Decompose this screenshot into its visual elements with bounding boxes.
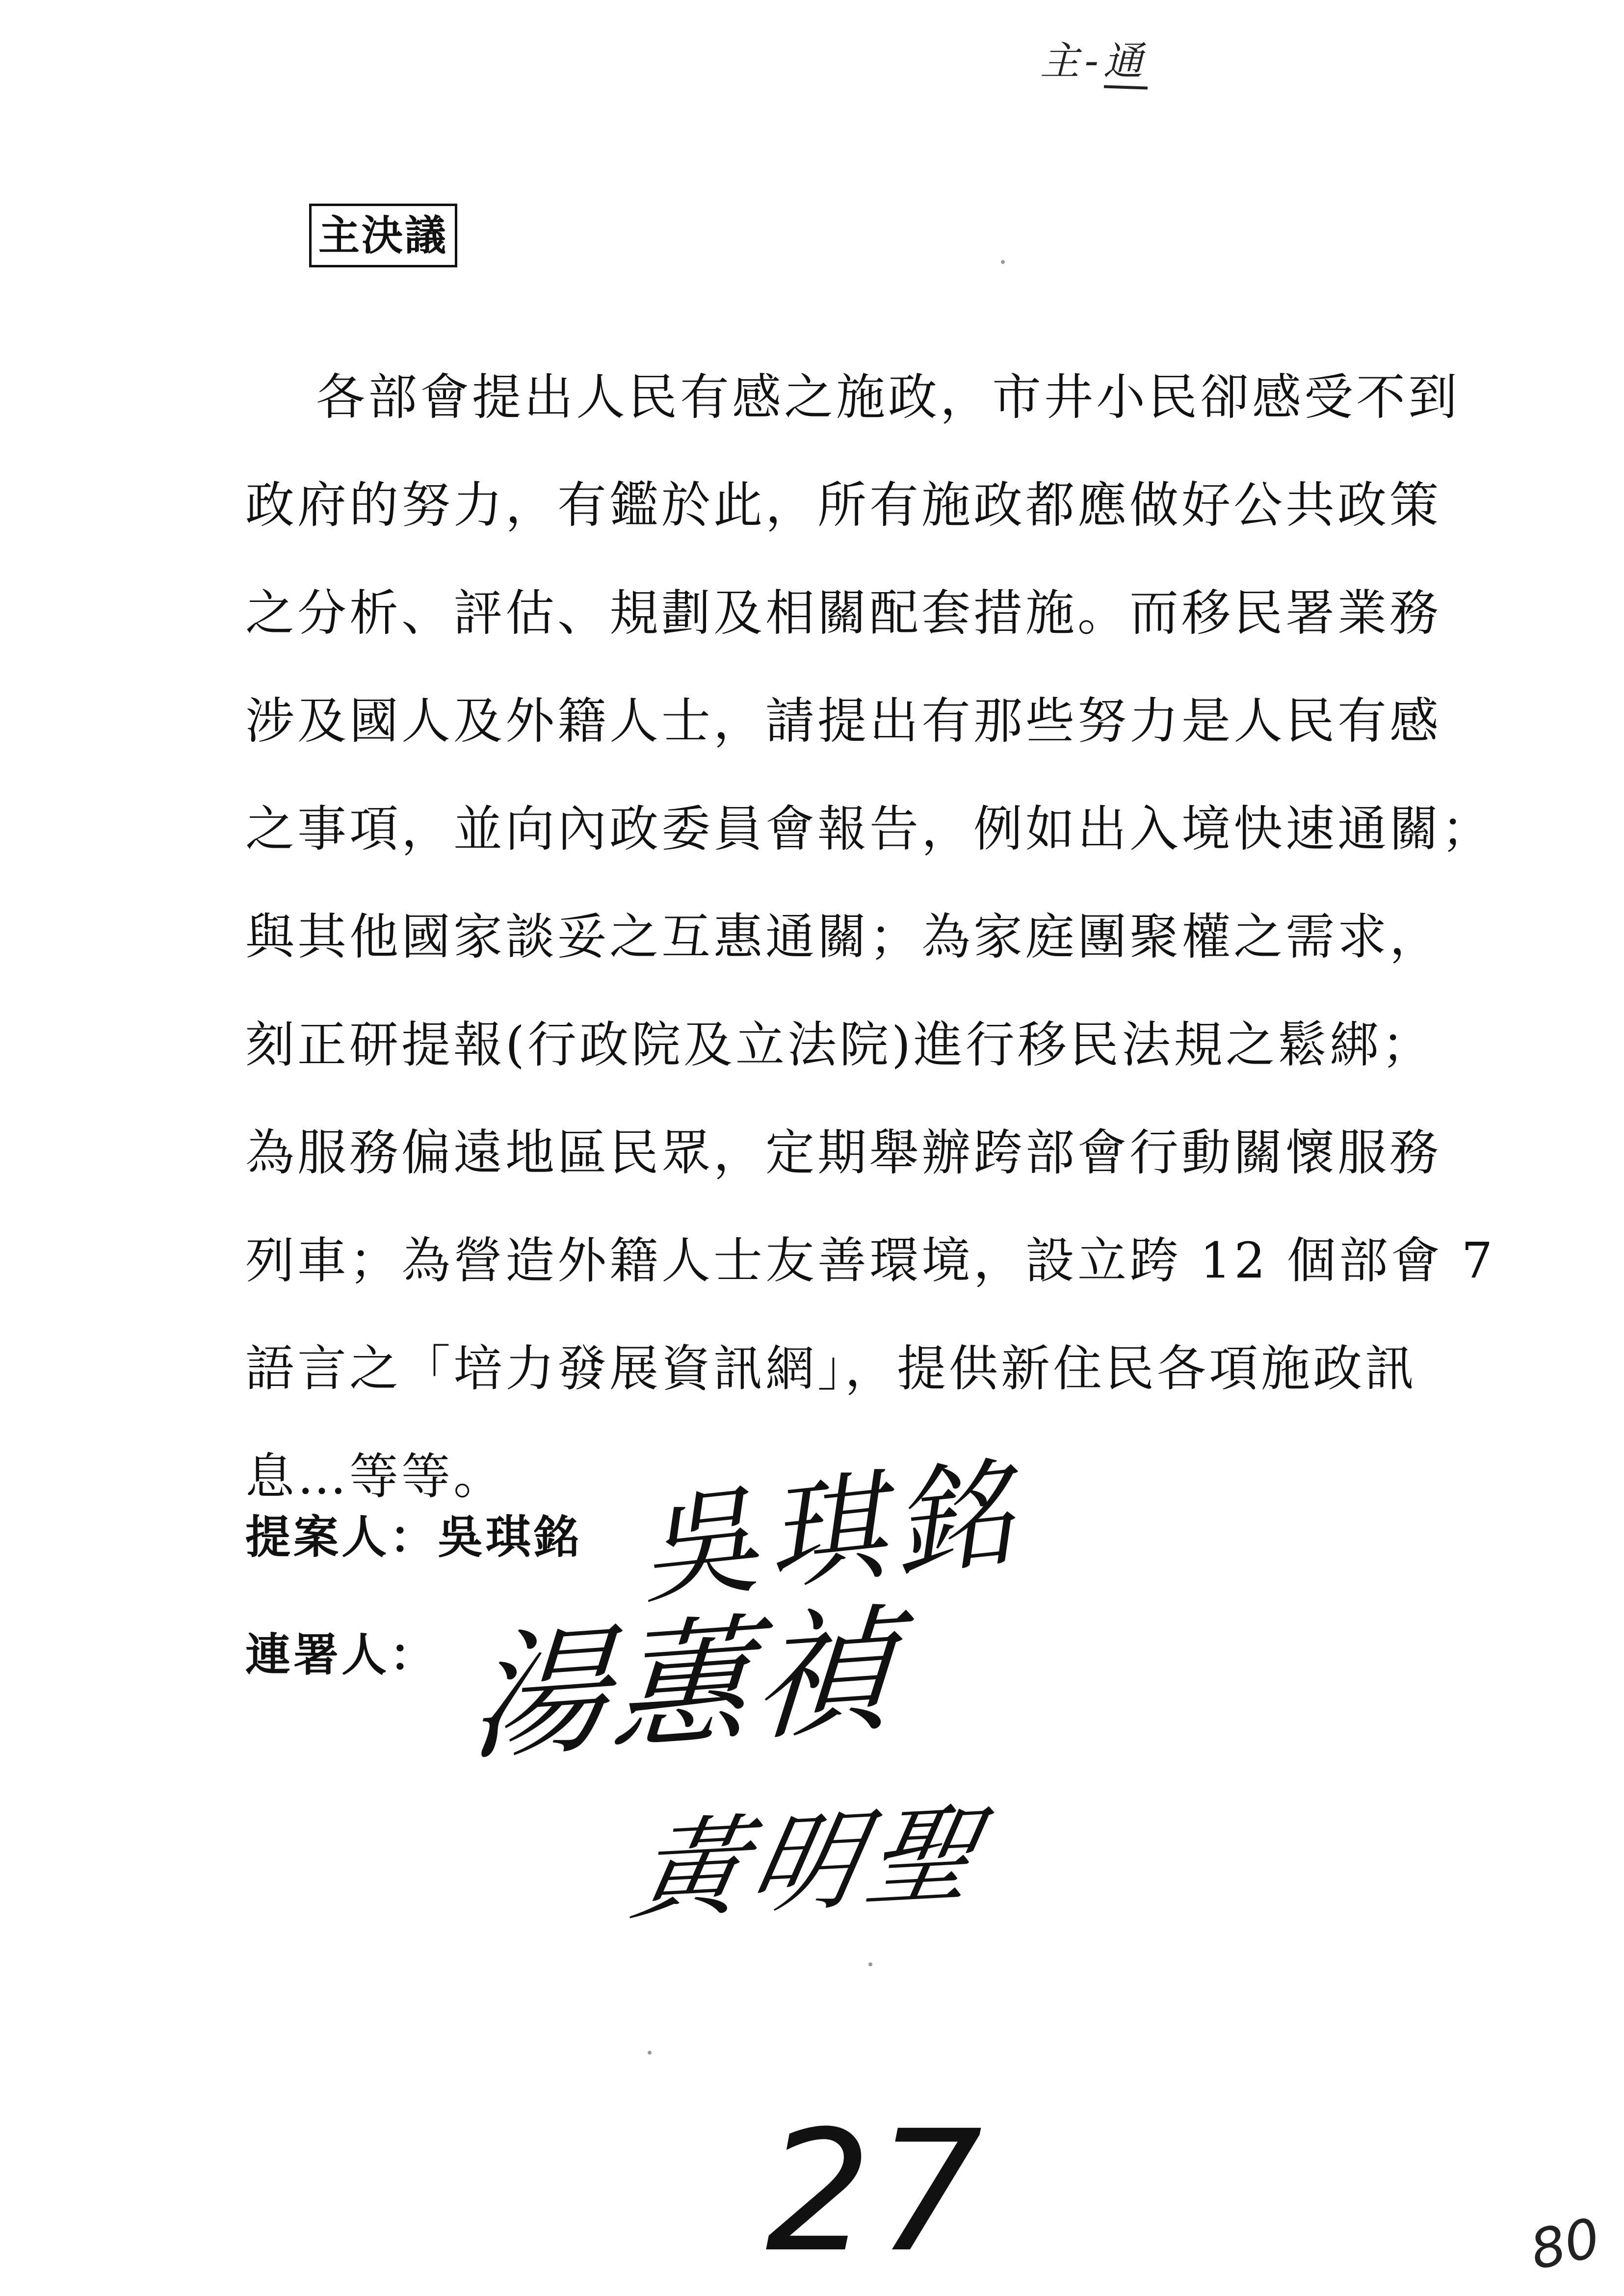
body-line: 與其他國家談妥之互惠通關；為家庭團聚權之需求， — [245, 908, 1441, 965]
body-line: 政府的努力，有鑑於此，所有施政都應做好公共政策 — [245, 476, 1441, 534]
body-line: 列車；為營造外籍人士友善環境，設立跨 12 個部會 7 — [245, 1232, 1496, 1289]
scan-speck — [868, 1962, 872, 1966]
scan-speck — [1001, 260, 1005, 264]
body-line: 語言之「培力發展資訊網」，提供新住民各項施政訊 — [245, 1340, 1417, 1397]
handwritten-corner-mark: 主-通 — [1040, 29, 1148, 86]
body-line: 各部會提出人民有感之施政，市井小民卻感受不到 — [316, 368, 1460, 426]
proposer-name: 吳琪銘 — [438, 1511, 582, 1564]
handwritten-page-number: 27 — [765, 2095, 988, 2289]
body-line: 息…等等。 — [245, 1448, 505, 1505]
body-line: 刻正研提報(行政院及立法院)進行移民法規之鬆綁； — [245, 1016, 1434, 1073]
heading-main-resolution: 主決議 — [309, 204, 457, 267]
resolution-body — [245, 343, 1496, 1531]
scan-speck — [648, 2051, 652, 2055]
cosigner-signature: 湯蕙禎 — [465, 1590, 902, 1781]
cosigner-line — [245, 1619, 438, 1684]
proposer-line — [245, 1501, 582, 1566]
body-line: 為服務偏遠地區民眾，定期舉辦跨部會行動關懷服務 — [245, 1124, 1441, 1181]
proposer-signature: 吳琪銘 — [632, 1443, 1028, 1620]
cosigner-signature: 黃明聖 — [624, 1790, 995, 1936]
proposer-label: 提案人： — [245, 1511, 438, 1564]
handwritten-corner-number: 80 — [1525, 2206, 1605, 2282]
body-line: 之事項，並向內政委員會報告，例如出入境快速通關； — [245, 800, 1493, 858]
cosigner-label: 連署人： — [245, 1628, 438, 1681]
body-line: 之分析、評估、規劃及相關配套措施。而移民署業務 — [245, 584, 1441, 642]
body-line: 涉及國人及外籍人士，請提出有那些努力是人民有感 — [245, 692, 1441, 750]
